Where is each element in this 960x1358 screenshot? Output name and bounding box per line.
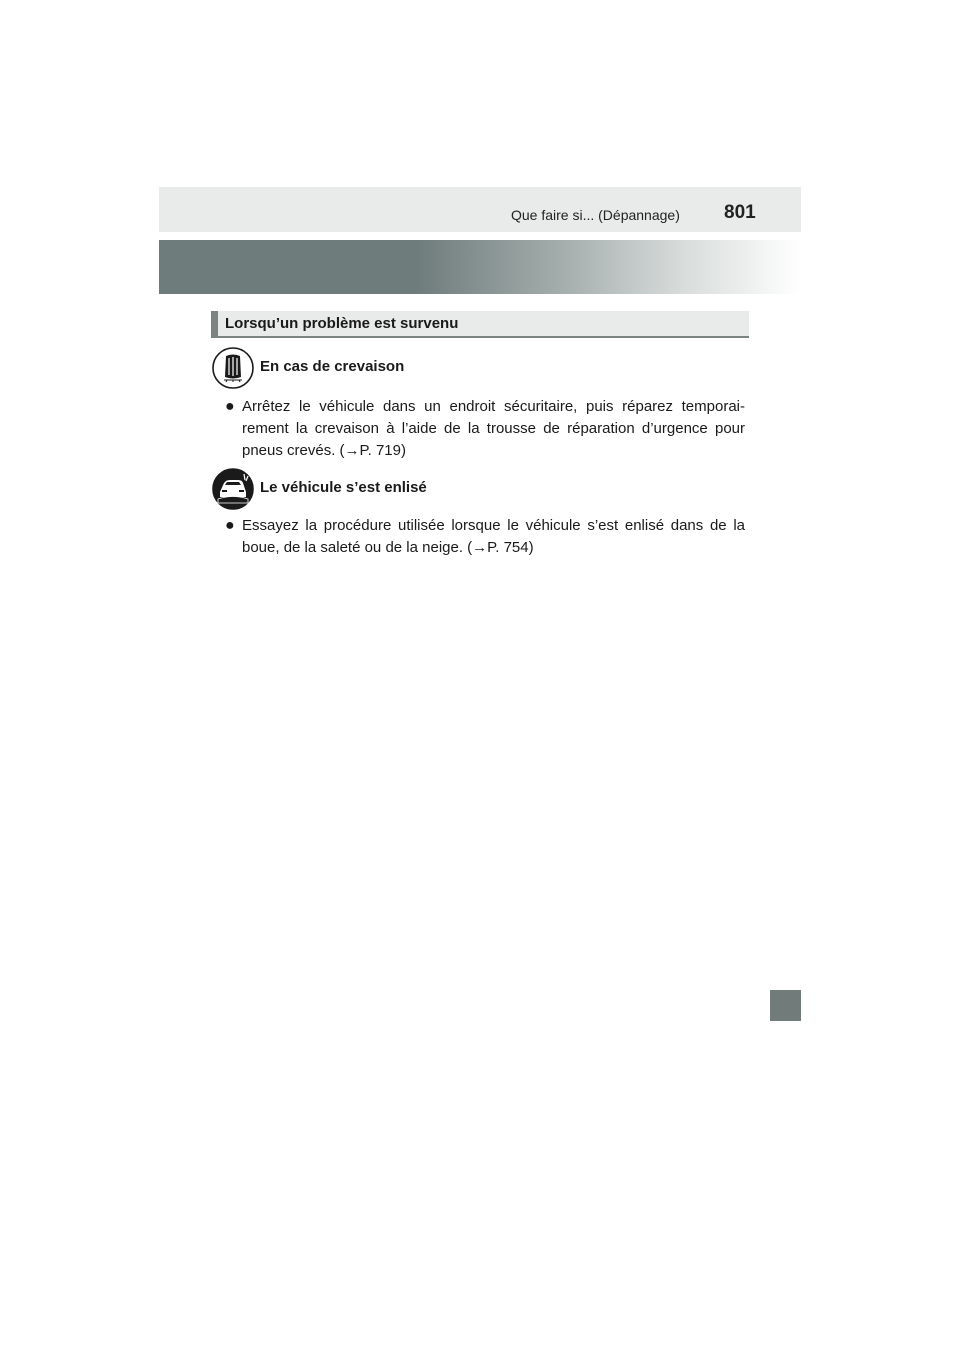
section-header	[211, 311, 749, 338]
item-heading-stuck-vehicle: Le véhicule s’est enlisé	[260, 479, 427, 496]
stuck-vehicle-icon	[212, 468, 254, 510]
header-section-title: Que faire si... (Dépannage)	[511, 207, 680, 223]
flat-tire-icon	[212, 347, 254, 389]
bullet-icon: ●	[225, 398, 235, 415]
item-heading-flat-tire: En cas de crevaison	[260, 358, 405, 375]
item-text-flat-tire: Arrêtez le véhicule dans un endroit sécuritaire, puis réparez temporai-rement la crevaison à l’aide de la trousse de réparation d’urgence pour pneus crevés. (→P. 719)	[242, 398, 745, 459]
page-number: 801	[724, 202, 756, 223]
section-accent-bar	[211, 311, 218, 336]
item-text-stuck-vehicle: Essayez la procédure utilisée lorsque le véhicule s’est enlisé dans de la boue, de la saleté ou de la neige. (→P. 754)	[242, 517, 745, 556]
chapter-band	[159, 240, 801, 294]
section-title: Lorsqu’un problème est survenu	[225, 315, 459, 332]
chapter-thumb-tab	[770, 990, 801, 1021]
bullet-icon: ●	[225, 517, 235, 534]
page-header	[159, 187, 801, 232]
